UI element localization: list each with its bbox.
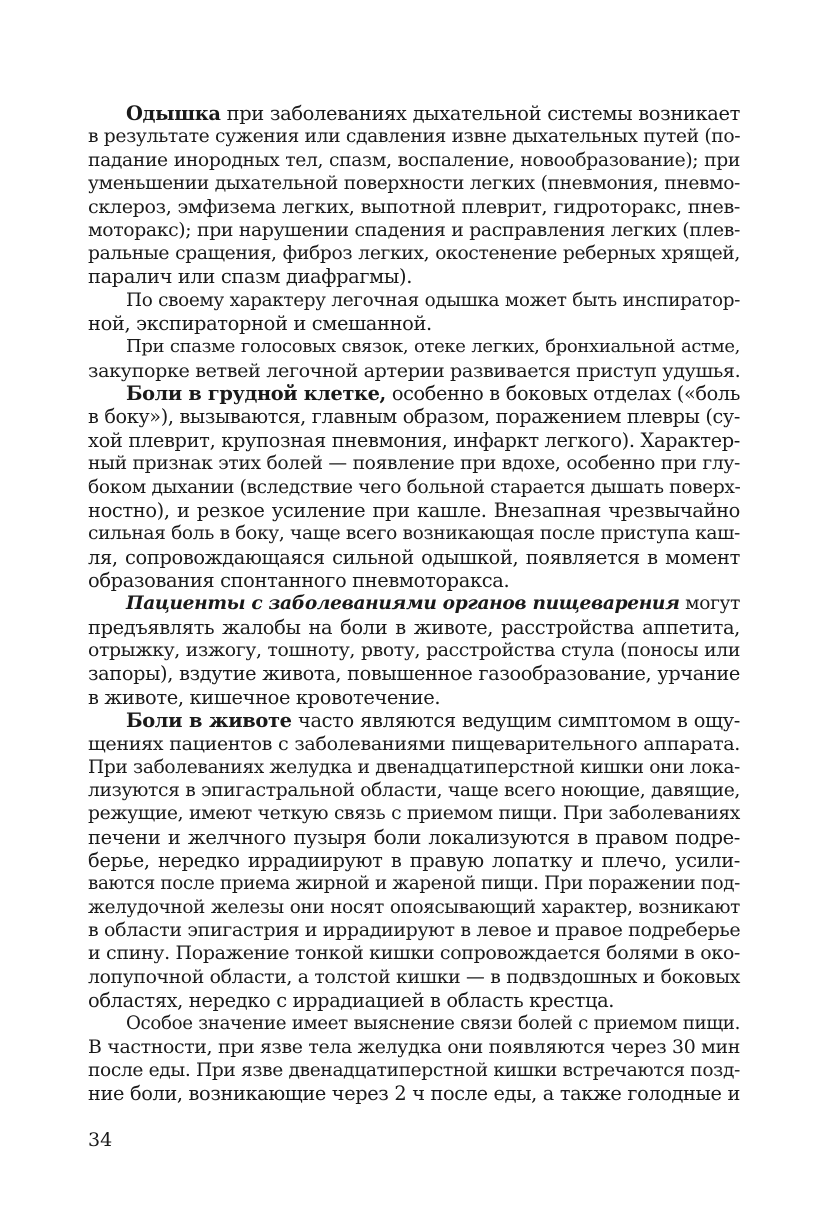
text-line [88,709,740,732]
line-text: лизуются в эпигастральной области, чаще всего ноющие, давящие, [88,779,740,801]
text-line [88,919,740,942]
line-text: ный признак этих болей — появление при вдохе, особенно при глу- [88,453,740,475]
body-text [88,102,740,1106]
line-text: в боку»), вызываются, главным образом, поражением плевры (су- [88,405,740,429]
text-line [88,102,740,125]
line-text: По своему характеру легочная одышка может быть инспиратор- [126,289,740,311]
text-line [88,452,740,475]
line-text: предъявлять жалобы на боли в животе, расстройства аппетита, [88,615,740,639]
text-line [88,405,740,428]
line-text: при заболеваниях дыхательной системы возникает [220,102,740,125]
text-line [88,1012,740,1035]
text-line [88,429,740,452]
text-line [88,896,740,919]
line-text: уменьшении дыхательной поверхности легких (пневмония, пневмо- [88,173,740,195]
emphasis-text: Боли в грудной клетке, [126,382,386,406]
line-text: могут [679,593,741,615]
line-text: моторакс); при нарушении спадения и расправления легких (плев- [88,219,740,241]
text-line [88,265,740,288]
text-line [88,149,740,172]
line-text: Особое значение имеет выяснение связи болей с приемом пищи. [126,1013,740,1035]
line-text: закупорке ветвей легочной артерии развивается приступ удушья. [88,358,741,382]
line-text: При спазме голосовых связок, отеке легких, бронхиальной астме, [126,336,740,358]
line-text: желудочной железы они носят опоясывающий характер, возникают [88,896,740,918]
line-text: ральные сращения, фиброз легких, окостенение реберных хрящей, [88,243,740,265]
text-line [88,662,740,685]
text-line [88,732,740,755]
line-text: хой плеврит, крупозная пневмония, инфаркт легкого). Характер- [88,428,740,452]
text-line [88,335,740,358]
line-text: после еды. При язве двенадцатиперстной кишки встречаются позд- [88,1060,740,1082]
line-text: берье, нередко иррадиируют в правую лопатку и плечо, усили- [88,849,740,872]
text-line [88,1082,740,1105]
text-line [88,756,740,779]
text-line [88,826,740,849]
text-line [88,172,740,195]
line-text: ной, экспираторной и смешанной. [88,312,432,336]
text-line [88,592,740,615]
line-text: особенно в боковых отделах («боль [385,382,740,406]
line-text: часто являются ведущим симптомом в ощу- [291,708,740,732]
page-number: 34 [88,1129,113,1151]
line-text: в области эпигастрия и иррадиируют в левое и правое подреберье [88,919,741,942]
line-text: отрыжку, изжогу, тошноту, рвоту, расстройства стула (поносы или [88,639,740,661]
text-line [88,312,740,335]
text-line [88,989,740,1012]
text-line [88,289,740,312]
line-text: В частности, при язве тела желудка они появляются через 30 мин [88,1035,740,1058]
line-text: При заболеваниях желудка и двенадцатиперстной кишки они лока- [88,756,740,778]
line-text: областях, нередко с иррадиацией в область крестца. [88,989,615,1013]
line-text: и спину. Поражение тонкой кишки сопровождается болями в око- [88,942,740,965]
line-text: запоры), вздутие живота, повышенное газообразование, урчание [88,662,740,686]
line-text: паралич или спазм диафрагмы). [88,265,413,289]
line-text: в животе, кишечное кровотечение. [88,685,441,709]
text-line [88,616,740,639]
line-text: ваются после приема жирной и жареной пищи. При поражении под- [88,873,740,895]
text-line [88,849,740,872]
line-text: печени и желчного пузыря боли локализуются в правом подре- [88,825,740,849]
line-text: падание инородных тел, спазм, воспаление, новообразование); при [88,149,740,171]
text-line [88,522,740,545]
line-text: режущие, имеют четкую связь с приемом пищи. При заболеваниях [88,803,740,825]
text-line [88,872,740,895]
line-text: в результате сужения или сдавления извне дыхательных путей (по- [88,126,741,148]
text-line [88,359,740,382]
line-text: ние боли, возникающие через 2 ч после еды, а также голодные и [88,1082,740,1106]
line-text: ностно), и резкое усиление при кашле. Внезапная чрезвычайно [88,498,740,522]
text-line [88,546,740,569]
text-line [88,476,740,499]
emphasis-text: Пациенты с заболеваниями органов пищеварения [126,593,680,615]
line-text: склероз, эмфизема легких, выпотной плеврит, гидроторакс, пнев- [88,195,740,219]
text-line [88,1036,740,1059]
line-text: боком дыхании (вследствие чего больной старается дышать поверх- [88,476,741,498]
line-text: сильная боль в боку, чаще всего возникающая после приступа каш- [88,523,740,545]
line-text: ля, сопровождающаяся сильной одышкой, появляется в момент [88,545,740,569]
text-line [88,569,740,592]
text-line [88,779,740,802]
line-text: лопупочной области, а толстой кишки — в подвздошных и боковых [88,966,740,988]
emphasis-text: Боли в животе [126,708,292,732]
text-line [88,125,740,148]
emphasis-text: Одышка [126,102,221,125]
text-line [88,219,740,242]
text-line [88,195,740,218]
line-text: образования спонтанного пневмоторакса. [88,568,510,592]
text-line [88,382,740,405]
text-line [88,942,740,965]
text-line [88,499,740,522]
text-line [88,802,740,825]
text-line [88,639,740,662]
text-line [88,966,740,989]
text-line [88,242,740,265]
text-line [88,686,740,709]
line-text: щениях пациентов с заболеваниями пищеварительного аппарата. [88,732,740,756]
text-line [88,1059,740,1082]
